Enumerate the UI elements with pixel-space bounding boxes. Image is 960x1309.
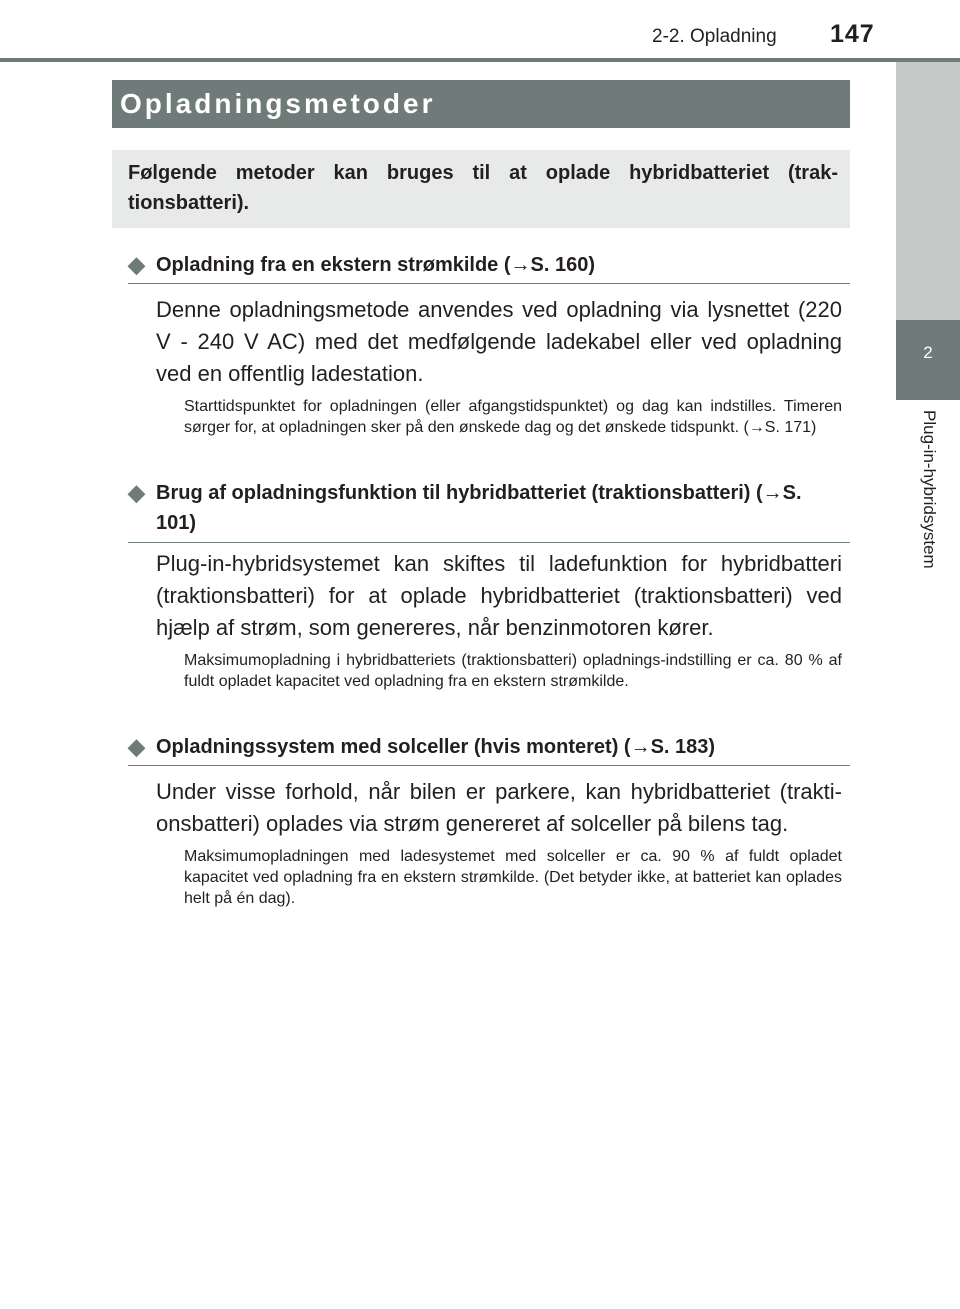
intro-box — [112, 150, 850, 228]
section-heading — [128, 250, 850, 284]
side-tab-bar — [896, 62, 960, 320]
diamond-bullet-icon: ◆ — [128, 734, 145, 759]
page-title: Opladningsmetoder — [120, 88, 436, 119]
section-heading — [128, 732, 850, 766]
page-number: 147 — [830, 20, 875, 48]
section-note: Maksimumopladningen med ladesystemet med solceller er ca. 90 % af fuldt opladet kapacitet ved opladning fra en ekstern strømkilde. (Det betyder ikke, at batteriet kan oplades helt på én dag). — [184, 848, 842, 907]
side-tab-title-text: Plug-in-hybridsystem — [920, 410, 939, 569]
section-heading-text: Brug af opladningsfunktion til hybridbatteriet (traktionsbatteri) (→S. 101) — [156, 482, 802, 534]
header-section-title: 2-2. Opladning — [652, 26, 777, 47]
header-divider — [0, 58, 960, 62]
intro-text: Følgende metoder kan bruges til at oplade hybridbatteriet (trak-tionsbatteri). — [128, 162, 838, 214]
page-title-bar — [112, 80, 850, 128]
section-note: Starttidspunktet for opladningen (eller afgangstidspunktet) og dag kan indstilles. Timeren sørger for, at opladningen sker på den ønskede dag og det ønskede tidspunkt. (→S. 171) — [184, 398, 842, 436]
section-heading-text: Opladning fra en ekstern strømkilde (→S. 160) — [156, 254, 596, 276]
side-tab-chapter: 2 — [896, 320, 960, 400]
section-note: Maksimumopladning i hybridbatteriets (traktionsbatteri) opladnings-indstilling er ca. 80 % af fuldt opladet kapacitet ved opladning fra en ekstern strømkilde. — [184, 652, 842, 690]
section-body: Under visse forhold, når bilen er parkere, kan hybridbatteriet (trakti-onsbatteri) oplades via strøm genereret af solceller på bilens tag. — [156, 779, 842, 836]
side-tab-title — [896, 410, 960, 670]
section-body: Plug-in-hybridsystemet kan skiftes til ladefunktion for hybridbatteri (traktionsbatteri) for at oplade hybridbatteriet (traktionsbatteri) ved hjælp af strøm, som genereres, når benzinmotoren kører. — [156, 551, 842, 640]
section-heading-text: Opladningssystem med solceller (hvis monteret) (→S. 183) — [156, 736, 716, 758]
section-body: Denne opladningsmetode anvendes ved opladning via lysnettet (220 V - 240 V AC) med det medfølgende ladekabel eller ved opladning ved en offentlig ladestation. — [156, 297, 842, 386]
section-heading — [128, 478, 850, 543]
diamond-bullet-icon: ◆ — [128, 252, 145, 277]
diamond-bullet-icon: ◆ — [128, 480, 145, 505]
